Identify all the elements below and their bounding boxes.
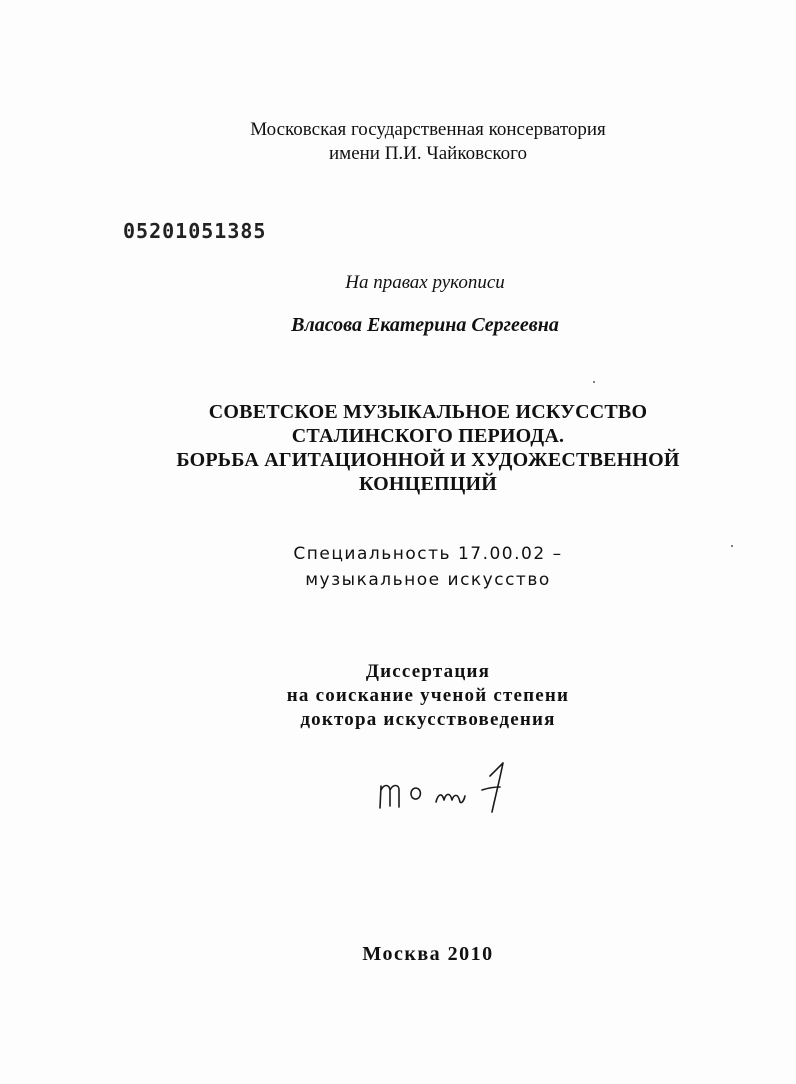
specialty-line-2: музыкальное искусство — [305, 570, 551, 590]
title-line-2: СТАЛИНСКОГО ПЕРИОДА. — [291, 425, 565, 447]
degree-line-3: доктора искусствоведения — [300, 709, 556, 730]
degree-statement — [30, 660, 796, 732]
institution-name — [30, 118, 796, 166]
handwritten-volume-note — [372, 760, 532, 820]
specialty — [30, 541, 796, 593]
city-year: Москва 2010 — [362, 943, 494, 965]
author-name: Власова Екатерина Сергеевна — [291, 314, 559, 336]
degree-line-1: Диссертация — [365, 661, 491, 682]
scan-speck — [731, 545, 733, 547]
institution-line-1: Московская государственная консерватория — [250, 119, 606, 140]
scan-speck — [593, 381, 595, 383]
manuscript-note: На правах рукописи — [345, 272, 505, 293]
degree-line-2: на соискание ученой степени — [286, 685, 570, 706]
title-line-3: БОРЬБА АГИТАЦИОННОЙ И ХУДОЖЕСТВЕННОЙ — [176, 449, 680, 471]
title-line-1: СОВЕТСКОЕ МУЗЫКАЛЬНОЕ ИСКУССТВО — [208, 401, 648, 423]
title-line-4: КОНЦЕПЦИЙ — [358, 473, 498, 495]
specialty-line-1: Специальность 17.00.02 – — [293, 544, 563, 564]
document-number: 05201051385 — [123, 219, 267, 243]
dissertation-title — [30, 400, 796, 496]
institution-line-2: имени П.И. Чайковского — [329, 143, 527, 164]
